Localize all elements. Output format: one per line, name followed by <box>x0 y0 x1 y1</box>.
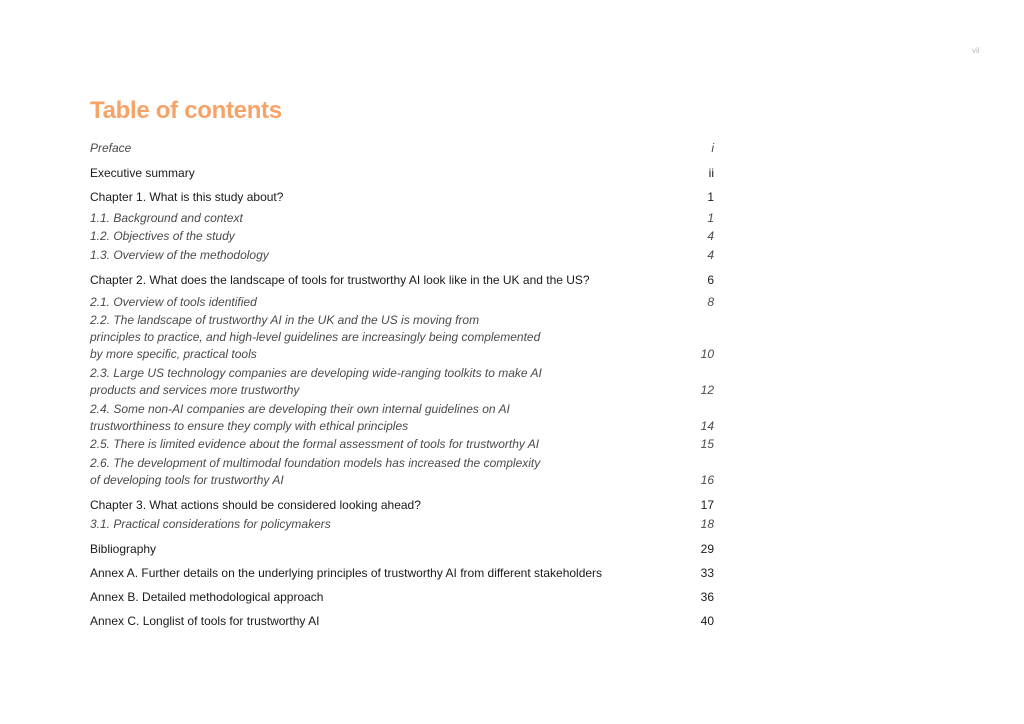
toc-entry-chapter-1[interactable] <box>90 189 714 205</box>
toc-entry-page: 12 <box>700 383 714 397</box>
toc-entry-page: 8 <box>707 295 714 309</box>
toc-entry-label: 2.6. The development of multimodal foundation models has increased the complexity of developing tools for trustworthy AI <box>90 456 541 487</box>
toc-entry-label: Executive summary <box>90 166 195 180</box>
toc-entry-page: 16 <box>700 473 714 487</box>
toc-entry-label: Chapter 2. What does the landscape of tools for trustworthy AI look like in the UK and the US? <box>90 273 590 287</box>
toc-entry-page: 15 <box>700 437 714 451</box>
page-number: vii <box>972 46 980 55</box>
toc-entry-1-2[interactable] <box>90 228 714 245</box>
toc-entry-2-6[interactable] <box>90 455 714 489</box>
toc-entry-page: ii <box>708 166 714 180</box>
toc-entry-label: Bibliography <box>90 542 157 556</box>
toc-entry-page: 18 <box>700 517 714 531</box>
toc-entry-label: 2.3. Large US technology companies are developing wide-ranging toolkits to make AI products and services more trustworthy <box>90 366 542 397</box>
toc-entry-label: Annex C. Longlist of tools for trustworthy AI <box>90 614 320 628</box>
toc-entry-bibliography[interactable] <box>90 541 714 557</box>
toc-entry-1-1[interactable] <box>90 210 714 227</box>
toc-entry-label: Annex A. Further details on the underlying principles of trustworthy AI from different stakeholders <box>90 566 603 580</box>
toc-entry-2-1[interactable] <box>90 294 714 311</box>
toc-entry-label: 2.1. Overview of tools identified <box>90 295 257 309</box>
toc-entry-page: 36 <box>700 590 714 604</box>
toc-entry-executive-summary[interactable] <box>90 165 714 181</box>
toc-entry-annex-c[interactable] <box>90 613 714 629</box>
toc-entry-annex-a[interactable] <box>90 565 714 581</box>
toc-entry-3-1[interactable] <box>90 516 714 533</box>
toc-entry-label: 1.3. Overview of the methodology <box>90 248 269 262</box>
toc-entry-annex-b[interactable] <box>90 589 714 605</box>
toc-entry-page: 33 <box>700 566 714 580</box>
toc-entry-label: 1.1. Background and context <box>90 211 243 225</box>
toc-entry-page: 1 <box>707 190 714 204</box>
toc-entry-label: Chapter 1. What is this study about? <box>90 190 284 204</box>
toc-entry-page: 4 <box>707 229 714 243</box>
toc-entry-label: 2.4. Some non-AI companies are developing their own internal guidelines on AI trustworthiness to ensure they comply with ethical principles <box>90 402 510 433</box>
toc-entry-label: 3.1. Practical considerations for policymakers <box>90 517 331 531</box>
toc-entry-label: 1.2. Objectives of the study <box>90 229 235 243</box>
toc-entry-page: i <box>711 141 714 155</box>
toc-entry-label: Preface <box>90 141 132 155</box>
toc-entry-page: 17 <box>700 498 714 512</box>
toc-entry-1-3[interactable] <box>90 247 714 264</box>
toc-entry-page: 40 <box>700 614 714 628</box>
toc-entry-label: 2.5. There is limited evidence about the formal assessment of tools for trustworthy AI <box>90 437 540 451</box>
toc-title: Table of contents <box>90 97 282 124</box>
toc-entry-chapter-2[interactable] <box>90 272 714 288</box>
toc-entry-page: 4 <box>707 248 714 262</box>
toc-entry-preface[interactable] <box>90 140 714 157</box>
toc-entry-2-2[interactable] <box>90 312 714 363</box>
toc-entry-2-3[interactable] <box>90 365 714 399</box>
toc-entry-page: 14 <box>700 419 714 433</box>
toc-entry-label: Annex B. Detailed methodological approach <box>90 590 324 604</box>
toc-entry-page: 29 <box>700 542 714 556</box>
toc-entry-2-4[interactable] <box>90 401 714 435</box>
toc-entry-label: 2.2. The landscape of trustworthy AI in the UK and the US is moving from principles to practice, and high-level guidelines are increasingly being complemented by more specific, practical tools <box>90 313 541 361</box>
toc-entry-page: 1 <box>707 211 714 225</box>
toc-entry-chapter-3[interactable] <box>90 497 714 513</box>
toc-entry-page: 6 <box>707 273 714 287</box>
toc-entry-2-5[interactable] <box>90 436 714 453</box>
toc-entry-page: 10 <box>700 347 714 361</box>
toc-entry-label: Chapter 3. What actions should be considered looking ahead? <box>90 498 421 512</box>
